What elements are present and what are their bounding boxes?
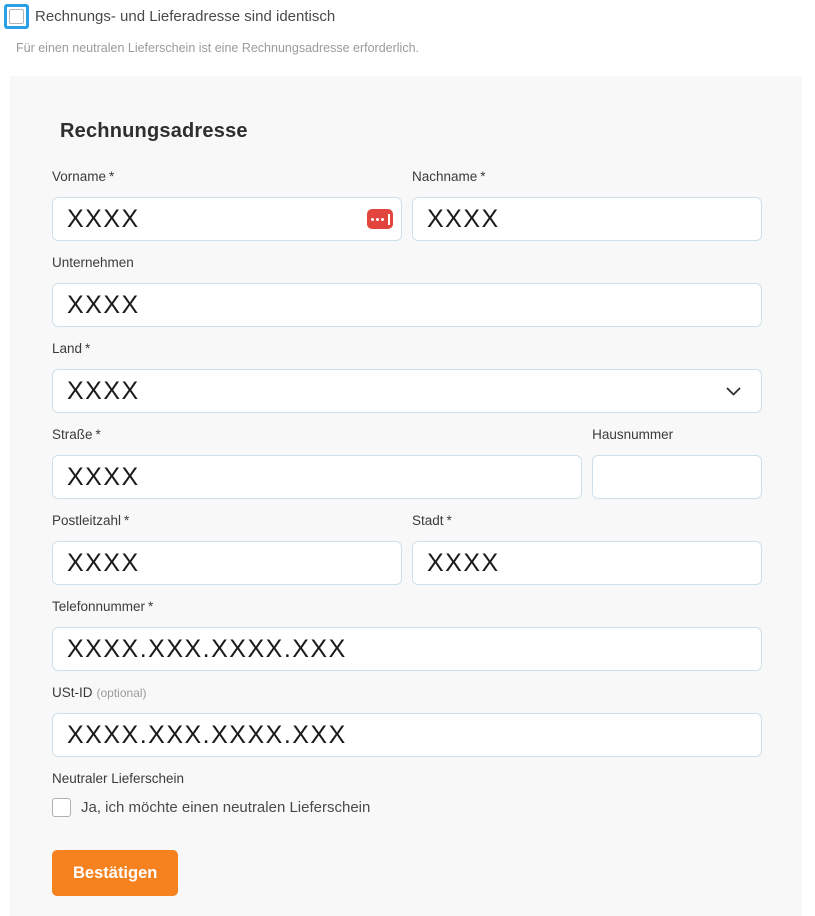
land-select-value: XXXX xyxy=(67,376,140,405)
password-manager-autofill-icon[interactable] xyxy=(367,209,393,229)
identical-address-label: Rechnungs- und Lieferadresse sind identisch xyxy=(35,8,336,25)
telefonnummer-field[interactable] xyxy=(52,627,762,671)
vorname-field[interactable] xyxy=(52,197,402,241)
optional-hint: (optional) xyxy=(96,686,147,700)
required-marker: * xyxy=(109,169,115,184)
postleitzahl-field[interactable] xyxy=(52,541,402,585)
identical-address-row xyxy=(4,4,815,29)
confirm-button[interactable]: Bestätigen xyxy=(52,850,178,896)
required-marker: * xyxy=(95,427,101,442)
required-marker: * xyxy=(148,599,154,614)
ustid-label: USt-ID (optional) xyxy=(52,685,147,700)
vorname-label: Vorname * xyxy=(52,169,115,184)
unternehmen-field[interactable] xyxy=(52,283,762,327)
required-marker: * xyxy=(446,513,452,528)
required-marker: * xyxy=(480,169,486,184)
hausnummer-field[interactable] xyxy=(592,455,762,499)
identical-address-checkbox[interactable] xyxy=(4,4,29,29)
unternehmen-label: Unternehmen xyxy=(52,255,134,270)
telefonnummer-label: Telefonnummer * xyxy=(52,599,154,614)
neutral-lieferschein-section-label: Neutraler Lieferschein xyxy=(52,771,185,786)
hausnummer-label: Hausnummer xyxy=(592,427,674,442)
land-label: Land * xyxy=(52,341,91,356)
billing-address-card xyxy=(10,76,802,916)
helper-text: Für einen neutralen Lieferschein ist eine Rechnungsadresse erforderlich. xyxy=(16,41,420,55)
neutral-lieferschein-row xyxy=(52,798,762,817)
neutral-lieferschein-checkbox-label: Ja, ich möchte einen neutralen Lieferschein xyxy=(81,799,371,816)
postleitzahl-label: Postleitzahl * xyxy=(52,513,130,528)
neutral-lieferschein-checkbox[interactable] xyxy=(52,798,71,817)
land-select[interactable] xyxy=(52,369,762,413)
strasse-field[interactable] xyxy=(52,455,582,499)
checkbox-box xyxy=(9,9,24,24)
top-section xyxy=(0,0,815,55)
nachname-field[interactable] xyxy=(412,197,762,241)
chevron-down-icon xyxy=(726,387,741,396)
strasse-label: Straße * xyxy=(52,427,101,442)
required-marker: * xyxy=(85,341,91,356)
stadt-label: Stadt * xyxy=(412,513,452,528)
ustid-field[interactable] xyxy=(52,713,762,757)
page-title: Rechnungsadresse xyxy=(60,120,248,142)
stadt-field[interactable] xyxy=(412,541,762,585)
nachname-label: Nachname * xyxy=(412,169,486,184)
required-marker: * xyxy=(124,513,130,528)
